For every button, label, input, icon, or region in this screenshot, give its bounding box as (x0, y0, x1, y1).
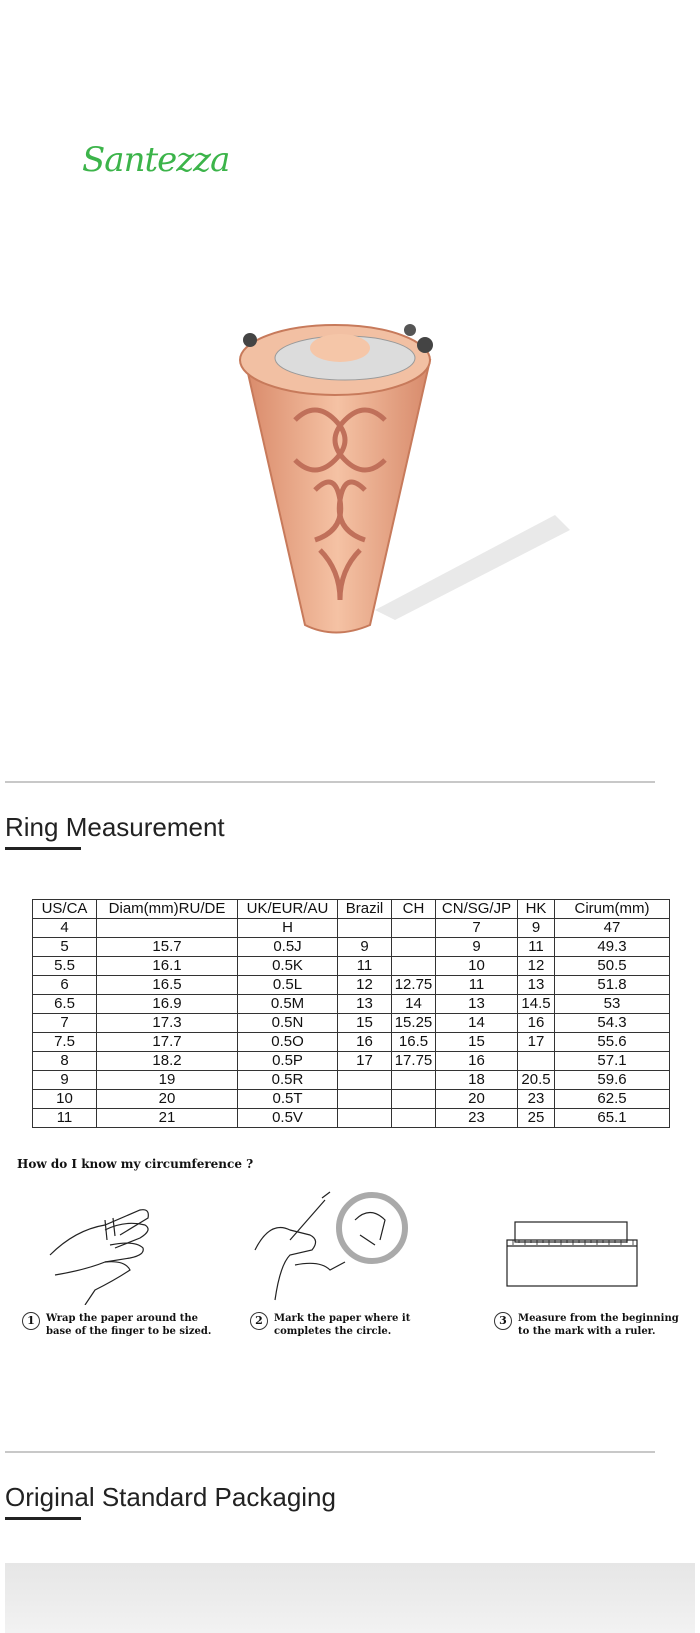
table-cell: 7 (33, 1014, 97, 1033)
table-cell: 15.25 (392, 1014, 436, 1033)
section-divider (5, 1451, 655, 1453)
table-cell: 47 (555, 919, 670, 938)
step-text: Measure from the beginning (518, 1313, 679, 1324)
table-cell: 17 (338, 1052, 392, 1071)
table-cell: 20.5 (518, 1071, 555, 1090)
table-cell: 16 (518, 1014, 555, 1033)
column-header: UK/EUR/AU (238, 900, 338, 919)
table-cell: 0.5V (238, 1109, 338, 1128)
table-cell: 4 (33, 919, 97, 938)
column-header: US/CA (33, 900, 97, 919)
table-cell: H (238, 919, 338, 938)
table-cell: 13 (436, 995, 518, 1014)
section-divider (5, 781, 655, 783)
table-cell: 14 (436, 1014, 518, 1033)
table-cell: 9 (436, 938, 518, 957)
table-cell: 6.5 (33, 995, 97, 1014)
step-text: completes the circle. (274, 1326, 392, 1337)
table-cell: 0.5P (238, 1052, 338, 1071)
table-row (33, 919, 670, 938)
table-cell: 0.5R (238, 1071, 338, 1090)
table-cell: 16.5 (97, 976, 238, 995)
step-1 (22, 1312, 211, 1338)
table-cell: 12 (338, 976, 392, 995)
table-cell: 55.6 (555, 1033, 670, 1052)
howto-question: How do I know my circumference ? (17, 1157, 254, 1171)
table-cell: 0.5J (238, 938, 338, 957)
table-cell: 62.5 (555, 1090, 670, 1109)
table-cell (392, 1090, 436, 1109)
table-cell: 15.7 (97, 938, 238, 957)
table-cell: 23 (436, 1109, 518, 1128)
brand-logo: Santezza (82, 140, 230, 180)
table-cell: 7.5 (33, 1033, 97, 1052)
table-cell: 17.7 (97, 1033, 238, 1052)
table-cell: 65.1 (555, 1109, 670, 1128)
table-cell: 51.8 (555, 976, 670, 995)
table-cell: 15 (436, 1033, 518, 1052)
step-text: Mark the paper where it (274, 1313, 411, 1324)
table-cell: 13 (518, 976, 555, 995)
table-cell: 13 (338, 995, 392, 1014)
table-cell: 5.5 (33, 957, 97, 976)
table-row (33, 1052, 670, 1071)
ruler-icon (505, 1220, 640, 1290)
column-header: CH (392, 900, 436, 919)
table-cell: 0.5L (238, 976, 338, 995)
table-row (33, 995, 670, 1014)
hand-wrap-icon (45, 1200, 165, 1305)
ring-product-image (225, 300, 585, 660)
table-cell: 11 (338, 957, 392, 976)
section-title-ring-measurement: Ring Measurement (5, 812, 225, 842)
table-cell: 25 (518, 1109, 555, 1128)
table-cell (392, 919, 436, 938)
table-cell (338, 919, 392, 938)
table-cell (392, 1109, 436, 1128)
table-cell: 10 (436, 957, 518, 976)
table-cell: 53 (555, 995, 670, 1014)
table-cell: 0.5O (238, 1033, 338, 1052)
column-header: HK (518, 900, 555, 919)
table-cell: 16.9 (97, 995, 238, 1014)
column-header: Diam(mm)RU/DE (97, 900, 238, 919)
table-cell: 7 (436, 919, 518, 938)
table-cell: 19 (97, 1071, 238, 1090)
table-cell (392, 938, 436, 957)
table-cell: 9 (518, 919, 555, 938)
table-row (33, 938, 670, 957)
table-header-row (33, 900, 670, 919)
table-cell: 9 (33, 1071, 97, 1090)
table-cell: 11 (33, 1109, 97, 1128)
table-cell: 57.1 (555, 1052, 670, 1071)
table-cell (97, 919, 238, 938)
table-cell: 15 (338, 1014, 392, 1033)
table-cell: 16.1 (97, 957, 238, 976)
table-cell: 9 (338, 938, 392, 957)
table-row (33, 957, 670, 976)
table-row (33, 976, 670, 995)
table-cell: 10 (33, 1090, 97, 1109)
table-cell (518, 1052, 555, 1071)
table-row (33, 1033, 670, 1052)
table-cell: 0.5N (238, 1014, 338, 1033)
step-text: to the mark with a ruler. (518, 1326, 656, 1337)
table-cell: 11 (436, 976, 518, 995)
table-cell: 14 (392, 995, 436, 1014)
table-cell: 59.6 (555, 1071, 670, 1090)
step-3 (494, 1312, 679, 1338)
table-cell: 0.5T (238, 1090, 338, 1109)
table-cell (338, 1090, 392, 1109)
table-cell: 20 (97, 1090, 238, 1109)
table-row (33, 1071, 670, 1090)
table-cell: 17 (518, 1033, 555, 1052)
table-cell (392, 957, 436, 976)
table-cell: 16.5 (392, 1033, 436, 1052)
table-cell: 17.3 (97, 1014, 238, 1033)
table-row (33, 1014, 670, 1033)
table-cell: 21 (97, 1109, 238, 1128)
table-cell: 0.5M (238, 995, 338, 1014)
section-title-packaging: Original Standard Packaging (5, 1482, 336, 1512)
table-cell: 50.5 (555, 957, 670, 976)
step-number: 3 (494, 1312, 512, 1330)
table-cell: 20 (436, 1090, 518, 1109)
step-2 (250, 1312, 410, 1338)
step-text: base of the finger to be sized. (46, 1326, 212, 1337)
step-number: 2 (250, 1312, 268, 1330)
table-row (33, 1109, 670, 1128)
step-number: 1 (22, 1312, 40, 1330)
step-text: Wrap the paper around the (46, 1313, 198, 1324)
table-cell: 23 (518, 1090, 555, 1109)
table-cell: 16 (436, 1052, 518, 1071)
table-cell: 6 (33, 976, 97, 995)
section-underline (5, 1517, 81, 1520)
table-row (33, 1090, 670, 1109)
column-header: Brazil (338, 900, 392, 919)
table-cell: 49.3 (555, 938, 670, 957)
table-cell (338, 1109, 392, 1128)
table-cell (392, 1071, 436, 1090)
table-cell: 8 (33, 1052, 97, 1071)
table-cell: 18 (436, 1071, 518, 1090)
table-cell: 17.75 (392, 1052, 436, 1071)
table-cell: 16 (338, 1033, 392, 1052)
table-cell: 14.5 (518, 995, 555, 1014)
packaging-image (5, 1563, 695, 1633)
table-cell (338, 1071, 392, 1090)
table-cell: 5 (33, 938, 97, 957)
ring-size-table (32, 899, 670, 1128)
table-cell: 18.2 (97, 1052, 238, 1071)
column-header: CN/SG/JP (436, 900, 518, 919)
table-cell: 12 (518, 957, 555, 976)
hand-mark-icon (250, 1190, 410, 1305)
table-cell: 12.75 (392, 976, 436, 995)
table-cell: 11 (518, 938, 555, 957)
table-cell: 54.3 (555, 1014, 670, 1033)
table-cell: 0.5K (238, 957, 338, 976)
section-underline (5, 847, 81, 850)
column-header: Cirum(mm) (555, 900, 670, 919)
